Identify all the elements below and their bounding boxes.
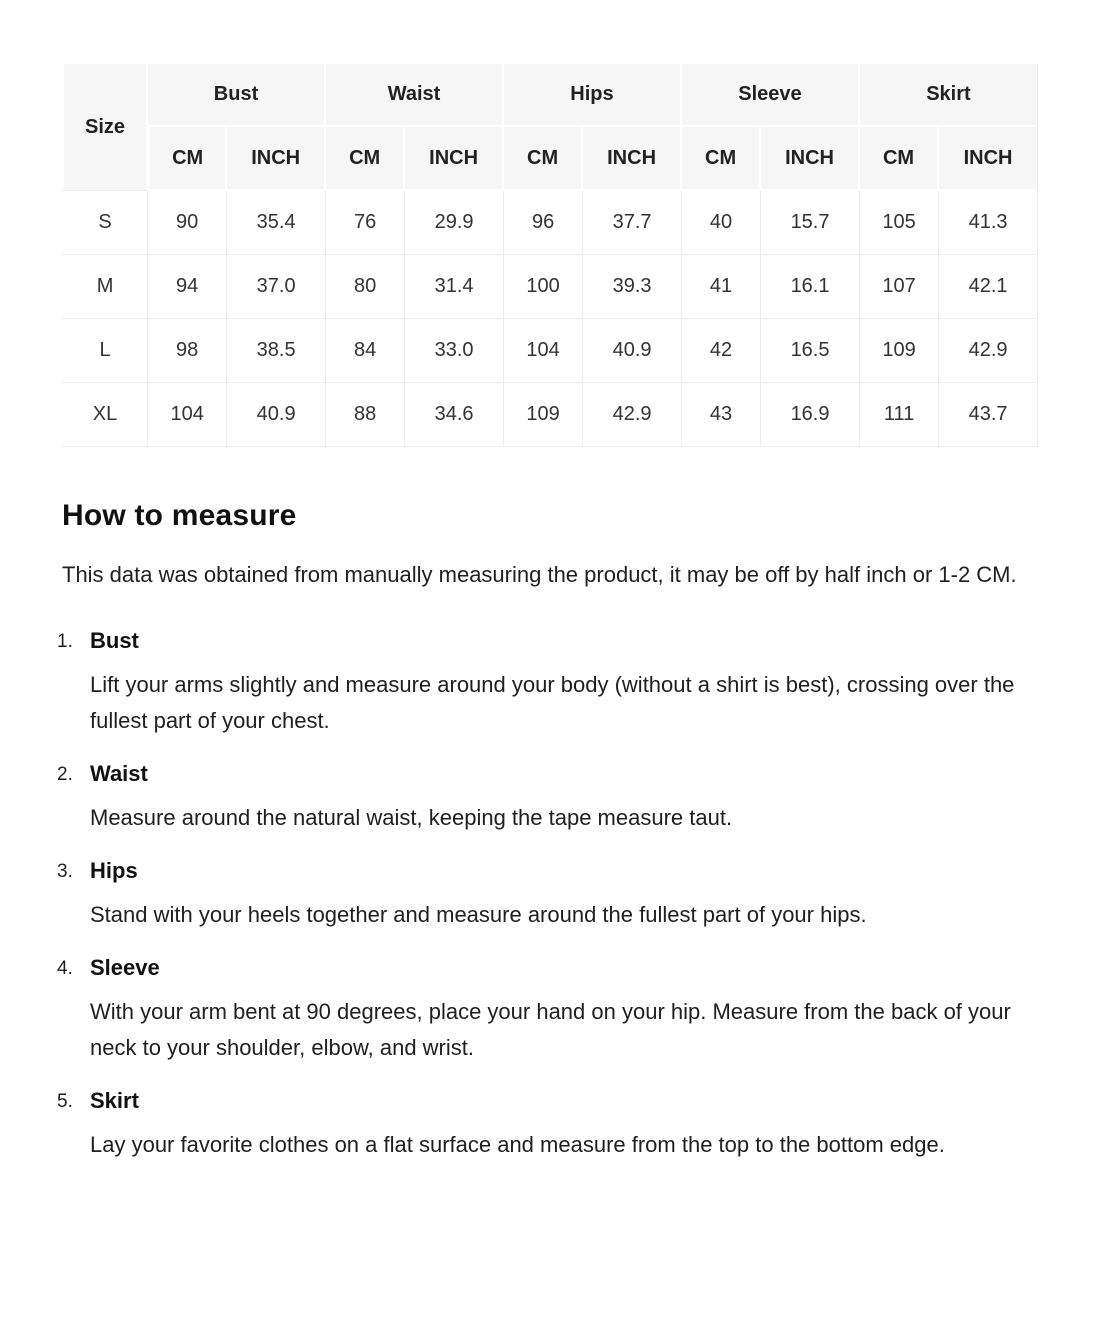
size-label: L — [62, 319, 148, 383]
table-cell: 29.9 — [405, 191, 504, 255]
section-intro-text: This data was obtained from manually measuring the product, it may be off by half inch or 1-2 CM. — [62, 562, 1017, 587]
table-cell: 40.9 — [583, 319, 682, 383]
table-cell: 104 — [148, 383, 227, 447]
table-cell: 80 — [326, 255, 405, 319]
unit-header-inch: INCH — [227, 127, 326, 191]
table-row-size-m — [62, 255, 1038, 319]
table-cell: 35.4 — [227, 191, 326, 255]
step-body — [90, 955, 1038, 1066]
size-label: XL — [62, 383, 148, 447]
table-cell: 40 — [682, 191, 761, 255]
table-row-size-xl — [62, 383, 1038, 447]
unit-header-inch: INCH — [583, 127, 682, 191]
table-row-size-s — [62, 191, 1038, 255]
table-cell: 41.3 — [939, 191, 1038, 255]
unit-header-row — [62, 127, 1038, 191]
table-cell: 16.9 — [761, 383, 860, 447]
table-cell: 76 — [326, 191, 405, 255]
table-cell: 90 — [148, 191, 227, 255]
step-number: 5. — [57, 1091, 73, 1113]
unit-header-inch: INCH — [405, 127, 504, 191]
size-column-header: Size — [62, 62, 148, 191]
table-cell: 33.0 — [405, 319, 504, 383]
table-cell: 16.5 — [761, 319, 860, 383]
step-title: Sleeve — [90, 955, 160, 981]
step-title: Bust — [90, 627, 139, 653]
unit-header-cm: CM — [504, 127, 583, 191]
step-title: Waist — [90, 761, 148, 787]
table-cell: 43 — [682, 383, 761, 447]
list-item-hips — [57, 858, 1038, 933]
table-cell: 39.3 — [583, 255, 682, 319]
step-number: 3. — [57, 861, 73, 883]
step-number: 1. — [57, 630, 73, 652]
measurement-header-hips: Hips — [504, 62, 682, 127]
unit-header-inch: INCH — [939, 127, 1038, 191]
size-chart-body — [62, 191, 1038, 447]
step-body — [90, 1088, 1038, 1163]
step-title: Hips — [90, 858, 138, 884]
measurement-header-bust: Bust — [148, 62, 326, 127]
unit-header-inch: INCH — [761, 127, 860, 191]
how-to-measure-section — [57, 499, 1038, 1164]
step-title: Skirt — [90, 1088, 139, 1114]
step-description: Stand with your heels together and measure around the fullest part of your hips. — [90, 902, 867, 928]
step-description: With your arm bent at 90 degrees, place your hand on your hip. Measure from the back of your neck to your shoulder, elbow, and wrist. — [90, 999, 1011, 1061]
measurement-header-waist: Waist — [326, 62, 504, 127]
step-description: Lay your favorite clothes on a flat surface and measure from the top to the bottom edge. — [90, 1132, 945, 1158]
list-item-sleeve — [57, 955, 1038, 1066]
table-cell: 111 — [860, 383, 939, 447]
table-cell: 107 — [860, 255, 939, 319]
table-cell: 43.7 — [939, 383, 1038, 447]
table-cell: 42.1 — [939, 255, 1038, 319]
size-chart-table — [62, 62, 1038, 447]
list-item-bust — [57, 627, 1038, 739]
table-cell: 104 — [504, 319, 583, 383]
measure-steps-list — [57, 627, 1038, 1164]
step-body — [90, 761, 1038, 836]
measurement-header-sleeve: Sleeve — [682, 62, 860, 127]
table-cell: 40.9 — [227, 383, 326, 447]
unit-header-cm: CM — [326, 127, 405, 191]
measurement-header-skirt: Skirt — [860, 62, 1038, 127]
table-cell: 42.9 — [583, 383, 682, 447]
table-cell: 16.1 — [761, 255, 860, 319]
table-cell: 88 — [326, 383, 405, 447]
size-label: S — [62, 191, 148, 255]
unit-header-cm: CM — [148, 127, 227, 191]
table-cell: 96 — [504, 191, 583, 255]
step-number: 4. — [57, 958, 73, 980]
step-body — [90, 858, 1038, 933]
unit-header-cm: CM — [682, 127, 761, 191]
table-row-size-l — [62, 319, 1038, 383]
table-cell: 15.7 — [761, 191, 860, 255]
table-cell: 38.5 — [227, 319, 326, 383]
step-description: Lift your arms slightly and measure around your body (without a shirt is best), crossing over the fullest part of your chest. — [90, 671, 1015, 734]
step-body — [90, 628, 1038, 739]
step-description: Measure around the natural waist, keeping the tape measure taut. — [90, 805, 733, 831]
step-number: 2. — [57, 764, 73, 786]
table-cell: 100 — [504, 255, 583, 319]
table-cell: 105 — [860, 191, 939, 255]
size-chart-header — [62, 62, 1038, 191]
table-cell: 34.6 — [405, 383, 504, 447]
table-cell: 31.4 — [405, 255, 504, 319]
size-label: M — [62, 255, 148, 319]
list-item-skirt — [57, 1088, 1038, 1163]
table-cell: 37.7 — [583, 191, 682, 255]
unit-header-cm: CM — [860, 127, 939, 191]
table-cell: 42 — [682, 319, 761, 383]
table-cell: 94 — [148, 255, 227, 319]
table-cell: 41 — [682, 255, 761, 319]
page-title: How to measure — [62, 499, 297, 532]
table-cell: 109 — [504, 383, 583, 447]
list-item-waist — [57, 761, 1038, 836]
table-cell: 98 — [148, 319, 227, 383]
measurement-header-row — [62, 62, 1038, 127]
table-cell: 84 — [326, 319, 405, 383]
table-cell: 109 — [860, 319, 939, 383]
table-cell: 37.0 — [227, 255, 326, 319]
table-cell: 42.9 — [939, 319, 1038, 383]
